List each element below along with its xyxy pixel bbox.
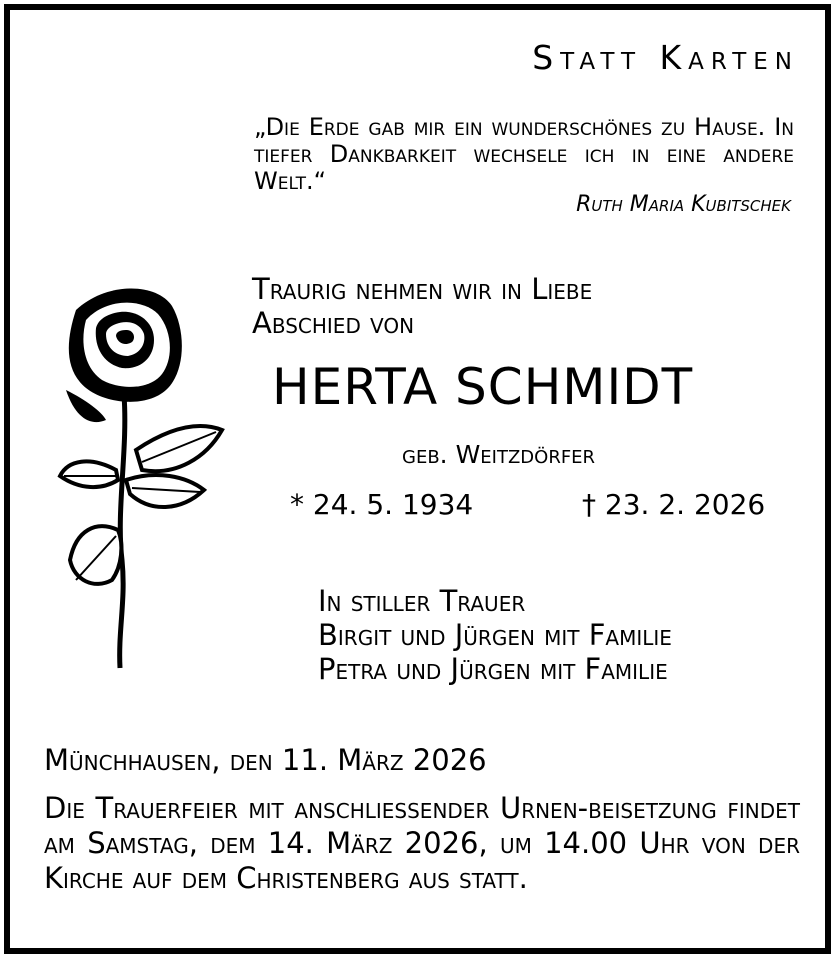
mourners-line: Birgit und Jürgen mit Familie: [318, 618, 672, 652]
place-date: Münchhausen, den 11. März 2026: [44, 743, 487, 777]
notice-frame: [4, 4, 831, 954]
intro-line-1: Traurig nehmen wir in Liebe: [252, 272, 593, 306]
service-info: Die Trauerfeier mit anschliessender Urnen-beisetzung findet am Samstag, dem 14. März 2026, um 14.00 Uhr von der Kirche auf dem Christenberg aus statt.: [44, 791, 800, 895]
quote-author: Ruth Maria Kubitschek: [576, 192, 791, 217]
maiden-name: geb. Weitzdörfer: [402, 440, 596, 469]
heading: Statt Karten: [532, 38, 799, 77]
quote-text: „Die Erde gab mir ein wunderschönes zu Hause. In tiefer Dankbarkeit wechsele ich in eine andere Welt.“: [254, 113, 794, 195]
deceased-name: HERTA SCHMIDT: [272, 358, 694, 416]
birth-date: * 24. 5. 1934: [290, 488, 474, 521]
mourners-list: [318, 584, 672, 686]
rose-icon: [46, 280, 236, 670]
intro-text: [252, 272, 592, 340]
mourners-line: Petra und Jürgen mit Familie: [318, 652, 668, 686]
intro-line-2: Abschied von: [252, 306, 415, 340]
mourners-line: In stiller Trauer: [318, 584, 526, 618]
death-date: † 23. 2. 2026: [582, 488, 766, 521]
